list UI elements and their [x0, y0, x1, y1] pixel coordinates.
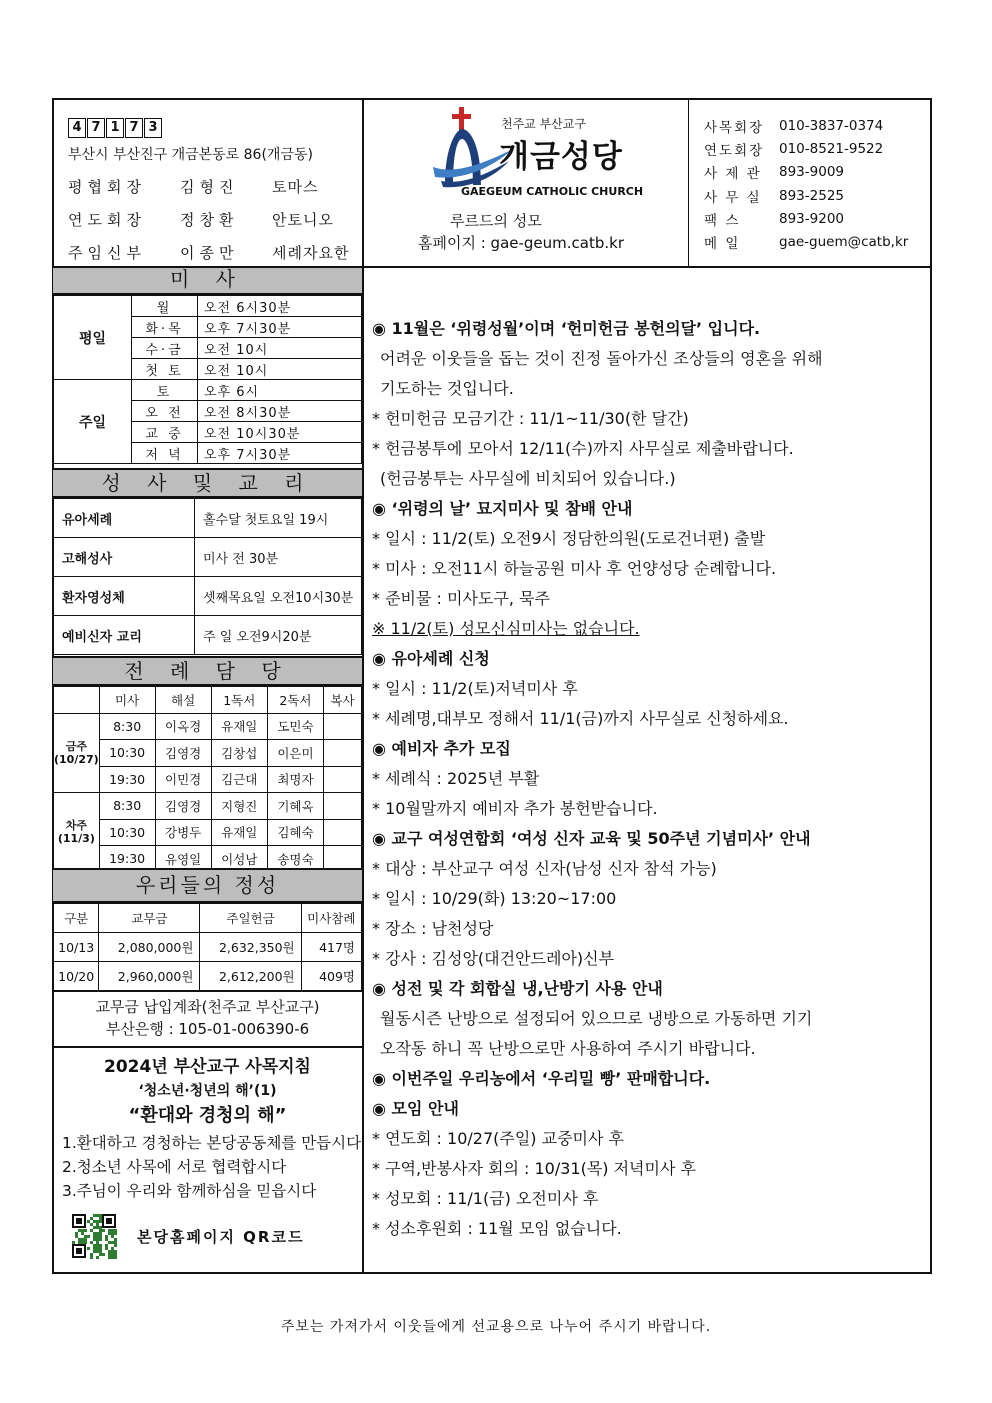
leader-saint: 세례자요한: [272, 244, 350, 262]
account-line2: 부산은행 : 105-01-006390-6: [105, 1020, 310, 1038]
logo-church-name: 개금성당: [499, 139, 623, 175]
liturgy-cell: 김혜숙: [267, 819, 323, 846]
liturgy-cell: 19:30: [99, 846, 155, 873]
sacraments-section: [53, 468, 362, 655]
mass-group-label: 주일: [54, 380, 132, 464]
notice-line: * 미사 : 오전11시 하늘공원 미사 후 언양성당 순례합니다.: [372, 558, 777, 578]
liturgy-cell: 유재일: [211, 713, 267, 740]
offering-header-row: [54, 904, 362, 933]
notice-line: * 일시 : 10/29(화) 13:20~17:00: [372, 888, 617, 908]
notice-heading: ◉ 모임 안내: [372, 1098, 459, 1118]
contact-row: [704, 114, 908, 137]
leader-name: 김형진: [180, 178, 239, 196]
offering-cell: 2,960,000원: [99, 962, 200, 991]
mass-time: 오전 8시30분: [198, 401, 362, 422]
leader-name: 정창환: [180, 211, 239, 229]
notice-heading: ◉ 교구 여성연합회 ‘여성 신자 교육 및 50주년 기념미사’ 안내: [372, 828, 811, 848]
liturgy-row: [54, 766, 362, 793]
liturgy-cell: 도민숙: [267, 713, 323, 740]
mass-row: [54, 296, 362, 317]
liturgy-row: [54, 713, 362, 740]
mass-day: 수·금: [132, 338, 198, 359]
sacrament-name: 유아세례: [54, 499, 195, 538]
liturgy-row: [54, 819, 362, 846]
notice-line: * 헌금봉투에 모아서 12/11(수)까지 사무실로 제출바랍니다.: [372, 438, 794, 458]
notice-line: * 준비물 : 미사도구, 묵주: [372, 588, 550, 608]
leader-name: 이종만: [180, 244, 239, 262]
contact-value: 893-9009: [779, 164, 844, 181]
contact-row: [704, 230, 908, 253]
notice-heading: ◉ ‘위령의 날’ 묘지미사 및 참배 안내: [372, 498, 633, 518]
liturgy-row: [54, 793, 362, 820]
notice-line: 오작동 하니 꼭 난방으로만 사용하여 주시기 바랍니다.: [380, 1038, 756, 1058]
offering-cell: 2,612,200원: [200, 962, 301, 991]
offering-section: [53, 868, 362, 991]
offering-header: 주일헌금: [200, 904, 301, 933]
liturgy-cell: 10:30: [99, 740, 155, 767]
sacrament-name: 예비신자 교리: [54, 616, 195, 655]
liturgy-section: [53, 656, 362, 873]
liturgy-header-row: [54, 687, 362, 714]
policy-title: 2024년 부산교구 사목지침: [104, 1057, 311, 1077]
contact-value: 010-8521-9522: [779, 140, 884, 157]
zip-digit: 4: [68, 118, 86, 138]
account-policy-section: [53, 990, 362, 1259]
liturgy-week-label: 금주(10/27): [54, 713, 100, 793]
liturgy-cell: 유재일: [211, 819, 267, 846]
liturgy-table: [53, 686, 362, 873]
zip-digit: 3: [144, 118, 162, 138]
zip-digit: 7: [125, 118, 143, 138]
qr-row: [53, 1213, 362, 1259]
policy-item: 2.청소년 사목에 서로 협력합시다: [62, 1158, 287, 1176]
notice-line: 어려운 이웃들을 돕는 것이 진정 돌아가신 조상들의 영혼을 위해: [380, 348, 823, 368]
notice-line: * 일시 : 11/2(토)저녁미사 후: [372, 678, 578, 698]
mass-group-label: 평일: [54, 296, 132, 380]
notice-line: * 연도회 : 10/27(주일) 교중미사 후: [372, 1128, 624, 1148]
notice-line: * 대상 : 부산교구 여성 신자(남성 신자 참석 가능): [372, 858, 717, 878]
mass-time: 오전 10시: [198, 338, 362, 359]
offering-cell: 2,080,000원: [99, 933, 200, 962]
policy-motto: “환대와 경청의 해”: [128, 1105, 287, 1126]
notice-heading: ◉ 11월은 ‘위령성월’이며 ‘헌미헌금 봉헌의달’ 입니다.: [372, 318, 761, 338]
notice-line: * 장소 : 남천성당: [372, 918, 494, 938]
notice-line: ※ 11/2(토) 성모신심미사는 없습니다.: [372, 618, 640, 638]
contact-label: 메 일: [704, 236, 741, 253]
contact-value: gae-guem@catb,kr: [779, 234, 909, 251]
offering-header: 교무금: [99, 904, 200, 933]
notice-line: * 성소후원회 : 11월 모임 없습니다.: [372, 1218, 622, 1238]
liturgy-cell: 8:30: [99, 793, 155, 820]
mass-day: 월: [132, 296, 198, 317]
leader-row: [68, 209, 358, 230]
leader-role: 주임신부: [68, 244, 146, 262]
liturgy-cell: 김창섭: [211, 740, 267, 767]
liturgy-cell: 지형진: [211, 793, 267, 820]
patron-saint: 루르드의 성모: [450, 212, 542, 230]
sacraments-table: [53, 498, 362, 655]
contact-value: 010-3837-0374: [779, 117, 884, 134]
notice-line: * 일시 : 11/2(토) 오전9시 정담한의원(도로건너편) 출발: [372, 528, 766, 548]
notice-line: * 구역,반봉사자 회의 : 10/31(목) 저녁미사 후: [372, 1158, 696, 1178]
leader-saint: 토마스: [272, 178, 319, 196]
liturgy-row: [54, 740, 362, 767]
liturgy-cell: 이민경: [155, 766, 211, 793]
mass-time: 오전 6시30분: [198, 296, 362, 317]
parish-info: [68, 118, 358, 275]
liturgy-cell: [324, 713, 362, 740]
sacrament-row: [54, 577, 362, 616]
liturgy-cell: 기혜옥: [267, 793, 323, 820]
notice-heading: ◉ 유아세례 신청: [372, 648, 490, 668]
sacrament-name: 고해성사: [54, 538, 195, 577]
offering-cell: 10/20: [54, 962, 99, 991]
liturgy-corner-cell: [54, 687, 100, 714]
contact-label: 사목회장: [704, 119, 765, 136]
notice-line: * 10월말까지 예비자 추가 봉헌받습니다.: [372, 798, 658, 818]
policy-items: [53, 1131, 362, 1203]
mass-day: 오 전: [132, 401, 198, 422]
notice-line: 월동시즌 난방으로 설정되어 있으므로 냉방으로 가동하면 기기: [380, 1008, 813, 1028]
sacrament-row: [54, 616, 362, 655]
contact-value: 893-9200: [779, 210, 844, 227]
liturgy-header: 1독서: [211, 687, 267, 714]
homepage-link[interactable]: 홈페이지 : gae-geum.catb.kr: [418, 234, 625, 252]
church-logo: [415, 105, 665, 225]
zip-code: [68, 118, 358, 138]
pastoral-policy: [53, 1048, 362, 1259]
liturgy-header: 미사: [99, 687, 155, 714]
notice-heading: ◉ 예비자 추가 모집: [372, 738, 511, 758]
contact-label: 연도회장: [704, 142, 765, 159]
liturgy-cell: 최명자: [267, 766, 323, 793]
liturgy-cell: [324, 766, 362, 793]
header-right-divider: [688, 98, 689, 266]
policy-subtitle: ‘청소년·청년의 해’(1): [138, 1083, 277, 1099]
liturgy-cell: 강병두: [155, 819, 211, 846]
mass-day: 교 중: [132, 422, 198, 443]
column-divider: [362, 98, 364, 1274]
policy-item: 3.주님이 우리와 함께하심을 믿읍시다: [62, 1182, 317, 1200]
mass-day: 첫 토: [132, 359, 198, 380]
logo-english-name: GAEGEUM CATHOLIC CHURCH: [461, 185, 644, 198]
liturgy-cell: [324, 819, 362, 846]
sacrament-schedule: 주 일 오전9시20분: [195, 616, 362, 655]
liturgy-cell: 19:30: [99, 766, 155, 793]
liturgy-cell: [324, 740, 362, 767]
leader-row: [68, 242, 358, 263]
notice-line: (헌금봉투는 사무실에 비치되어 있습니다.): [380, 468, 676, 488]
sacrament-schedule: 셋째목요일 오전10시30분: [195, 577, 362, 616]
liturgy-header: 해설: [155, 687, 211, 714]
mass-section: [53, 268, 362, 464]
notice-line: * 세례명,대부모 정해서 11/1(금)까지 사무실로 신청하세요.: [372, 708, 789, 728]
contact-list: [704, 114, 908, 254]
liturgy-cell: 8:30: [99, 713, 155, 740]
mass-time: 오후 7시30분: [198, 443, 362, 464]
liturgy-cell: 이옥경: [155, 713, 211, 740]
liturgy-cell: 김근대: [211, 766, 267, 793]
sacrament-schedule: 미사 전 30분: [195, 538, 362, 577]
mass-title: 미 사: [53, 268, 362, 295]
mass-time: 오후 6시: [198, 380, 362, 401]
offering-title: 우리들의 정성: [53, 868, 362, 903]
notices: [372, 312, 927, 1242]
offering-cell: 2,632,350원: [200, 933, 301, 962]
liturgy-cell: [324, 793, 362, 820]
mass-time: 오전 10시: [198, 359, 362, 380]
footer-note: 주보는 가져가서 이웃들에게 선교용으로 나누어 주시기 바랍니다.: [280, 1319, 712, 1335]
zip-digit: 1: [106, 118, 124, 138]
logo-diocese: 천주교 부산교구: [501, 117, 586, 131]
contact-row: [704, 207, 908, 230]
contact-label: 사 제 관: [704, 166, 762, 183]
offering-row: [54, 962, 362, 991]
notice-line: * 헌미헌금 모금기간 : 11/1~11/30(한 달간): [372, 408, 689, 428]
contact-row: [704, 184, 908, 207]
liturgy-cell: 송명숙: [267, 846, 323, 873]
liturgy-cell: 이성남: [211, 846, 267, 873]
notice-heading: ◉ 성전 및 각 회합실 냉,난방기 사용 안내: [372, 978, 663, 998]
mass-day: 저 녁: [132, 443, 198, 464]
offering-header: 미사참례: [301, 904, 361, 933]
account-line1: 교무금 납입계좌(천주교 부산교구): [95, 998, 320, 1016]
sacrament-row: [54, 499, 362, 538]
parish-address: 부산시 부산진구 개금본동로 86(개금동): [68, 147, 313, 163]
liturgy-title: 전 례 담 당: [53, 656, 362, 686]
leader-saint: 안토니오: [272, 211, 334, 229]
liturgy-cell: 김영경: [155, 793, 211, 820]
sacrament-row: [54, 538, 362, 577]
mass-day: 토: [132, 380, 198, 401]
contact-row: [704, 161, 908, 184]
offering-cell: 409명: [301, 962, 361, 991]
notice-line: * 강사 : 김성앙(대건안드레아)신부: [372, 948, 615, 968]
qr-code-icon[interactable]: [71, 1213, 117, 1259]
liturgy-header: 복사: [324, 687, 362, 714]
notice-line: * 성모회 : 11/1(금) 오전미사 후: [372, 1188, 599, 1208]
liturgy-cell: 유영일: [155, 846, 211, 873]
leader-role: 연도회장: [68, 211, 146, 229]
leader-role: 평협회장: [68, 178, 146, 196]
offering-cell: 417명: [301, 933, 361, 962]
sacrament-name: 환자영성체: [54, 577, 195, 616]
notice-line: 기도하는 것입니다.: [380, 378, 514, 398]
liturgy-week-label: 차주(11/3): [54, 793, 100, 873]
liturgy-cell: 10:30: [99, 819, 155, 846]
contact-label: 사 무 실: [704, 189, 762, 206]
mass-table: [53, 295, 362, 464]
contact-row: [704, 137, 908, 160]
policy-item: 1.환대하고 경청하는 본당공동체를 만듭시다: [62, 1134, 362, 1152]
offering-table: [53, 903, 362, 991]
notice-line: * 세례식 : 2025년 부활: [372, 768, 540, 788]
leader-row: [68, 176, 358, 197]
mass-time: 오전 10시30분: [198, 422, 362, 443]
sacraments-title: 성 사 및 교 리: [53, 468, 362, 498]
zip-digit: 7: [87, 118, 105, 138]
offering-cell: 10/13: [54, 933, 99, 962]
mass-day: 화·목: [132, 317, 198, 338]
contact-value: 893-2525: [779, 187, 844, 204]
offering-row: [54, 933, 362, 962]
liturgy-cell: 이은미: [267, 740, 323, 767]
sacrament-schedule: 홀수달 첫토요일 19시: [195, 499, 362, 538]
notice-heading: ◉ 이번주일 우리농에서 ‘우리밀 빵’ 판매합니다.: [372, 1068, 711, 1088]
mass-row: [54, 380, 362, 401]
account-box: [53, 990, 362, 1048]
liturgy-header: 2독서: [267, 687, 323, 714]
mass-time: 오후 7시30분: [198, 317, 362, 338]
liturgy-cell: 김영경: [155, 740, 211, 767]
offering-header: 구분: [54, 904, 99, 933]
contact-label: 팩 스: [704, 212, 741, 229]
leader-list: [68, 176, 358, 263]
qr-label: 본당홈페이지 QR코드: [137, 1227, 305, 1246]
